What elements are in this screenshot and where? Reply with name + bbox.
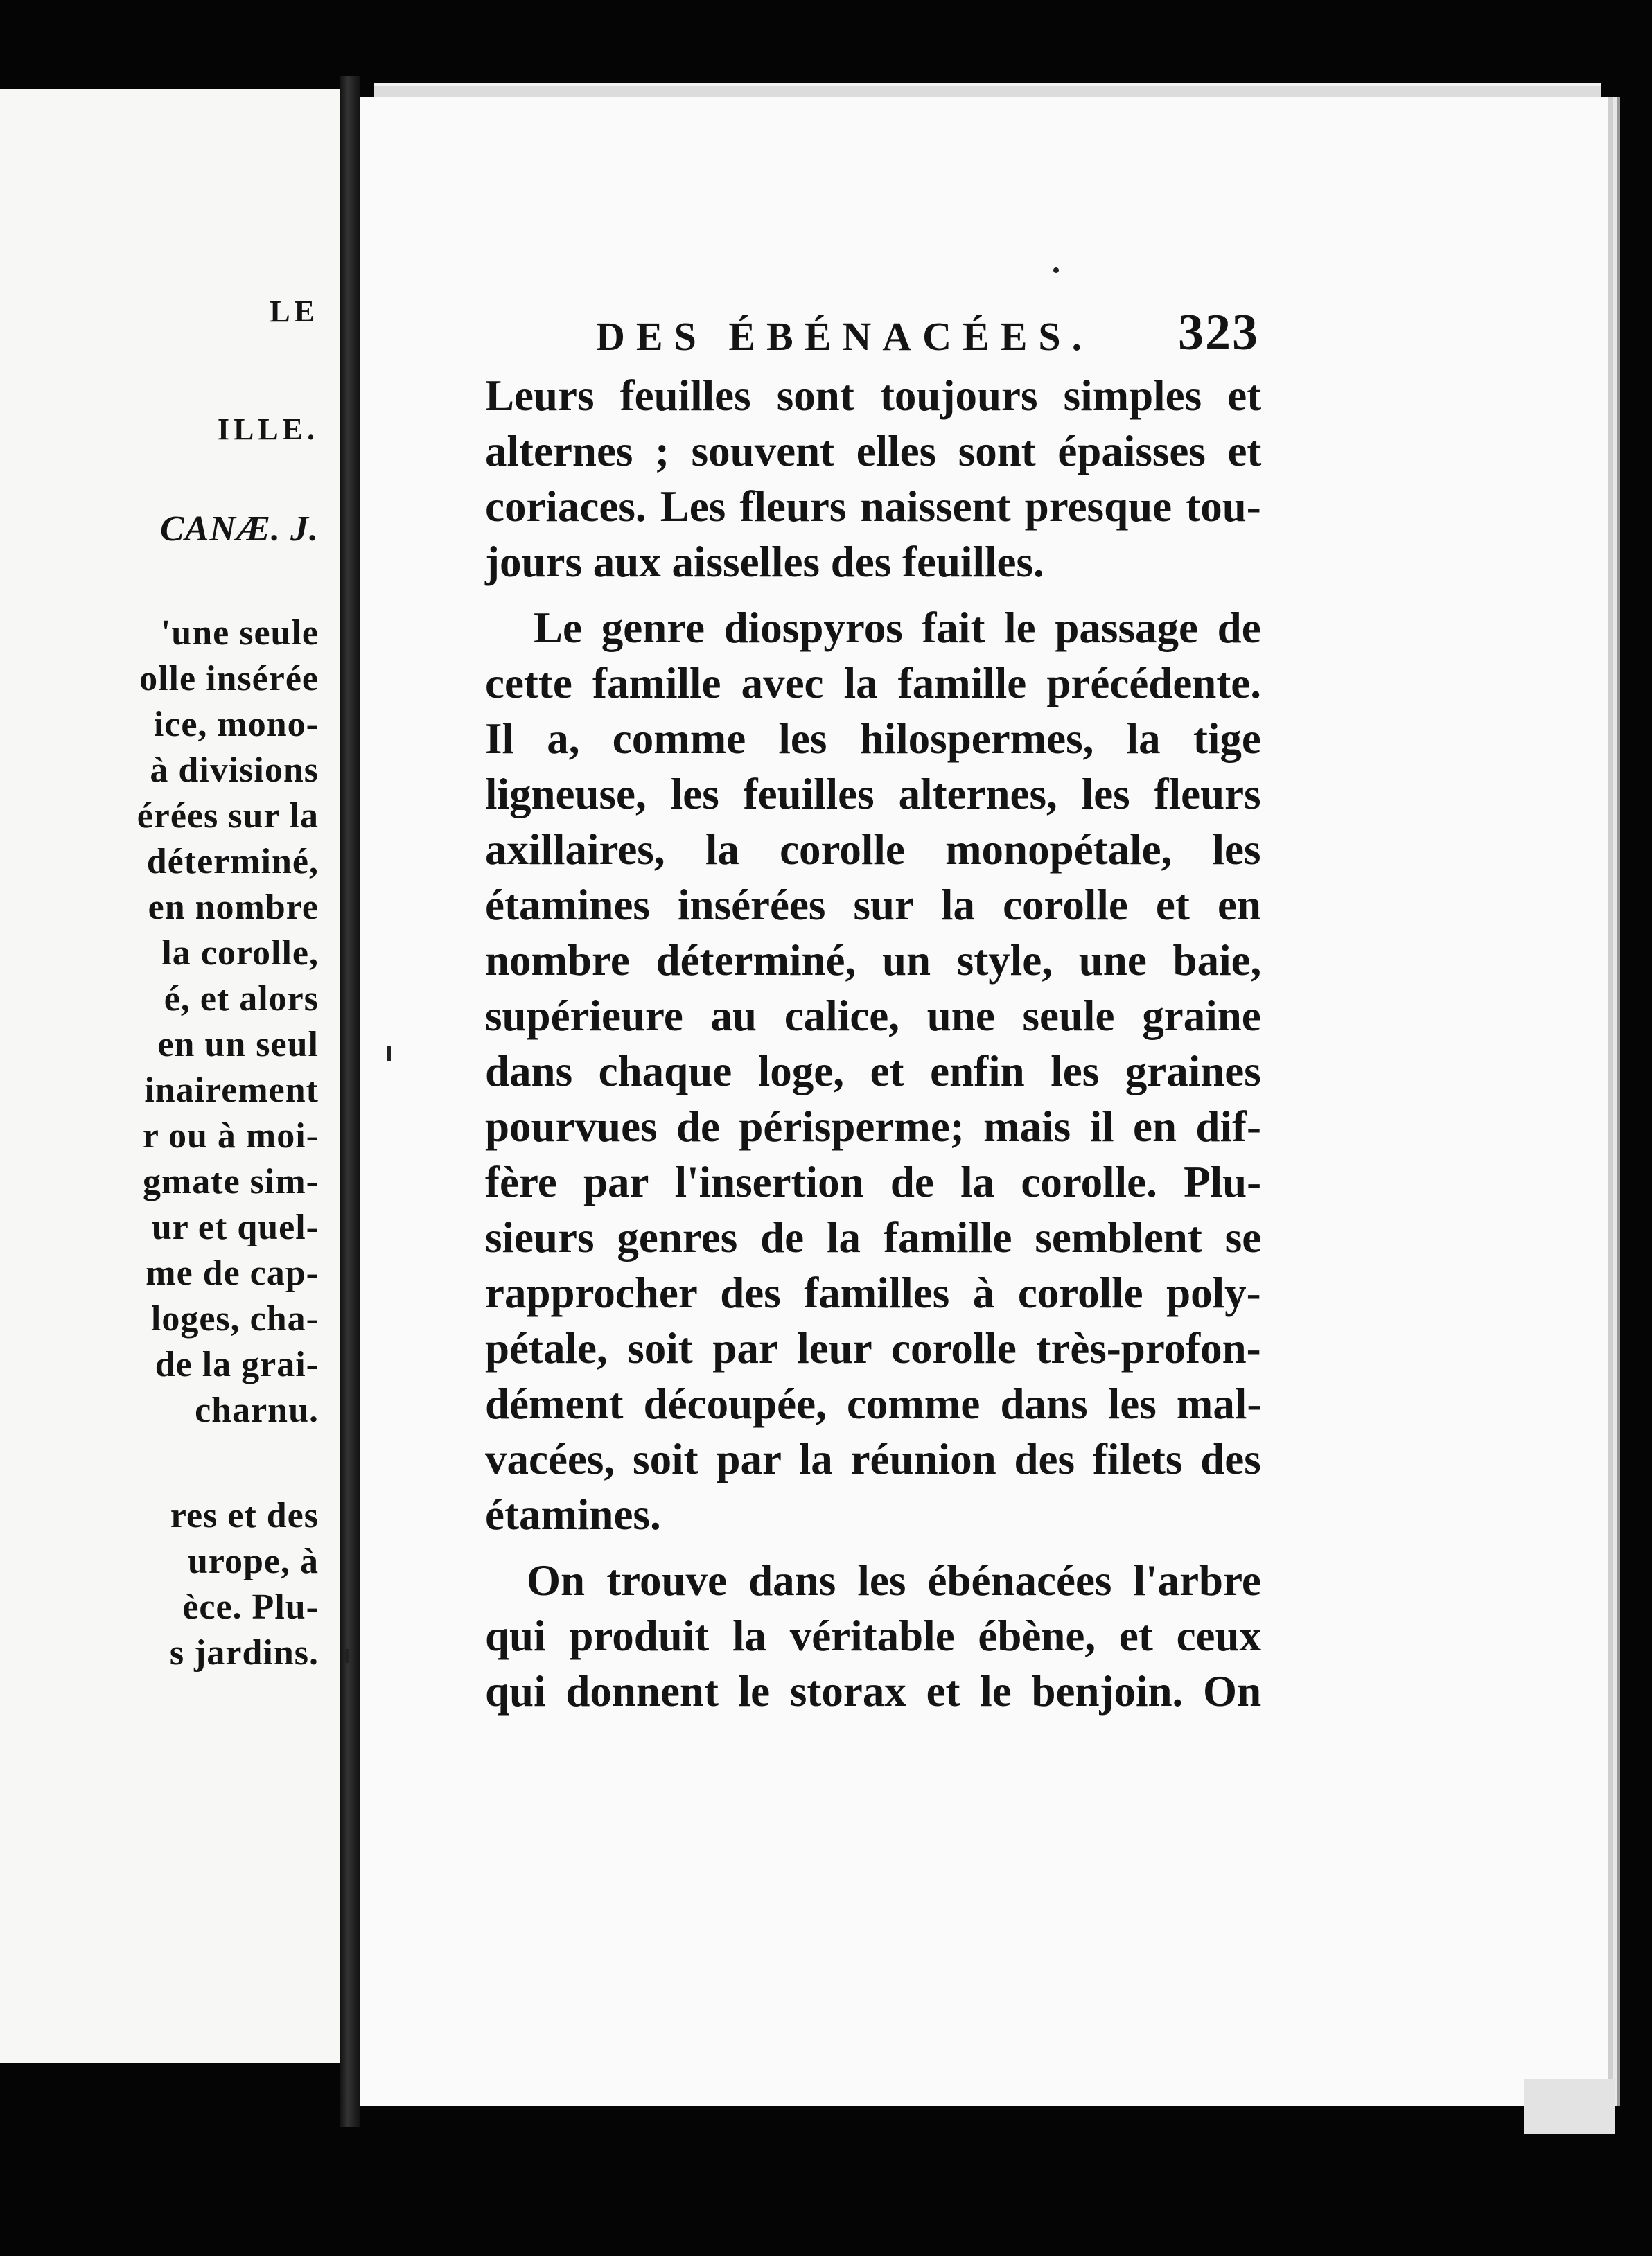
- left-text-line: ur et quel-: [151, 1208, 319, 1247]
- ink-speck: [345, 1649, 349, 1663]
- left-text-line: 'une seule: [160, 613, 319, 653]
- text-line: axillaires, la corolle monopétale, les: [485, 825, 1261, 874]
- left-text-line: me de cap-: [146, 1253, 319, 1293]
- left-text-line: s jardins.: [169, 1633, 319, 1673]
- left-text-line: de la grai-: [155, 1345, 319, 1384]
- text-line: vacées, soit par la réunion des filets des: [485, 1435, 1261, 1483]
- text-line: pourvues de périsperme; mais il en dif-: [485, 1102, 1261, 1151]
- left-text-line: déterminé,: [146, 842, 319, 881]
- text-line: alternes ; souvent elles sont épaisses et: [485, 427, 1262, 475]
- text-line: Leurs feuilles sont toujours simples et: [485, 371, 1262, 420]
- left-text-line: en un seul: [157, 1025, 319, 1064]
- left-text-line: inairement: [144, 1070, 319, 1110]
- left-text-line: la corolle,: [161, 933, 319, 973]
- running-head: DES ÉBÉNACÉES.: [596, 314, 1093, 359]
- page-corner: [1524, 2079, 1615, 2134]
- paragraph-start: On trouve dans les ébénacées l'arbre: [527, 1556, 1261, 1605]
- text-line: ligneuse, les feuilles alternes, les fleurs: [485, 770, 1261, 818]
- text-line: jours aux aisselles des feuilles.: [485, 538, 1044, 586]
- text-line: cette famille avec la famille précédente.: [485, 659, 1262, 707]
- previous-page-fragment: [0, 89, 344, 2063]
- left-text-line: res et des: [170, 1496, 319, 1535]
- text-line: dans chaque loge, et enfin les graines: [485, 1047, 1261, 1095]
- text-line: fère par l'insertion de la corolle. Plu-: [485, 1158, 1262, 1206]
- text-line: Il a, comme les hilospermes, la tige: [485, 714, 1261, 763]
- left-heading-fragment: ILLE.: [217, 412, 319, 446]
- left-text-line: en nombre: [148, 888, 319, 927]
- text-line: supérieure au calice, une seule graine: [485, 992, 1261, 1040]
- text-line: étamines insérées sur la corolle et en: [485, 881, 1261, 929]
- left-text-line: ice, mono-: [153, 705, 319, 744]
- ink-speck: [387, 1046, 391, 1061]
- left-text-line: loges, cha-: [150, 1299, 319, 1339]
- text-line: nombre déterminé, un style, une baie,: [485, 936, 1262, 985]
- left-text-line: olle insérée: [139, 659, 319, 698]
- left-text-line: gmate sim-: [142, 1162, 319, 1201]
- left-text-line: r ou à moi-: [142, 1116, 319, 1156]
- left-latin-name: CANÆ. J.: [160, 509, 319, 549]
- left-heading-fragment: LE: [270, 294, 319, 328]
- text-line: rapprocher des familles à corolle poly-: [485, 1269, 1261, 1317]
- left-text-line: é, et alors: [164, 979, 319, 1019]
- paragraph-start: Le genre diospyros fait le passage de: [534, 603, 1261, 652]
- left-text-line: à divisions: [150, 750, 319, 790]
- text-line: étamines.: [485, 1490, 661, 1539]
- text-line: qui donnent le storax et le benjoin. On: [485, 1667, 1262, 1716]
- book-gutter: [340, 76, 360, 2127]
- left-text-line: èce. Plu-: [182, 1587, 319, 1627]
- left-text-line: urope, à: [187, 1542, 319, 1581]
- text-line: coriaces. Les fleurs naissent presque tou-: [485, 482, 1261, 531]
- left-text-line: charnu.: [195, 1391, 319, 1430]
- text-line: sieurs genres de la famille semblent se: [485, 1213, 1262, 1262]
- ink-speck: [1053, 267, 1059, 273]
- text-line: qui produit la véritable ébène, et ceux: [485, 1612, 1262, 1660]
- text-line: dément découpée, comme dans les mal-: [485, 1380, 1262, 1428]
- left-text-line: érées sur la: [137, 796, 319, 836]
- text-line: pétale, soit par leur corolle très-profon-: [485, 1324, 1261, 1373]
- page-number: 323: [1178, 304, 1259, 361]
